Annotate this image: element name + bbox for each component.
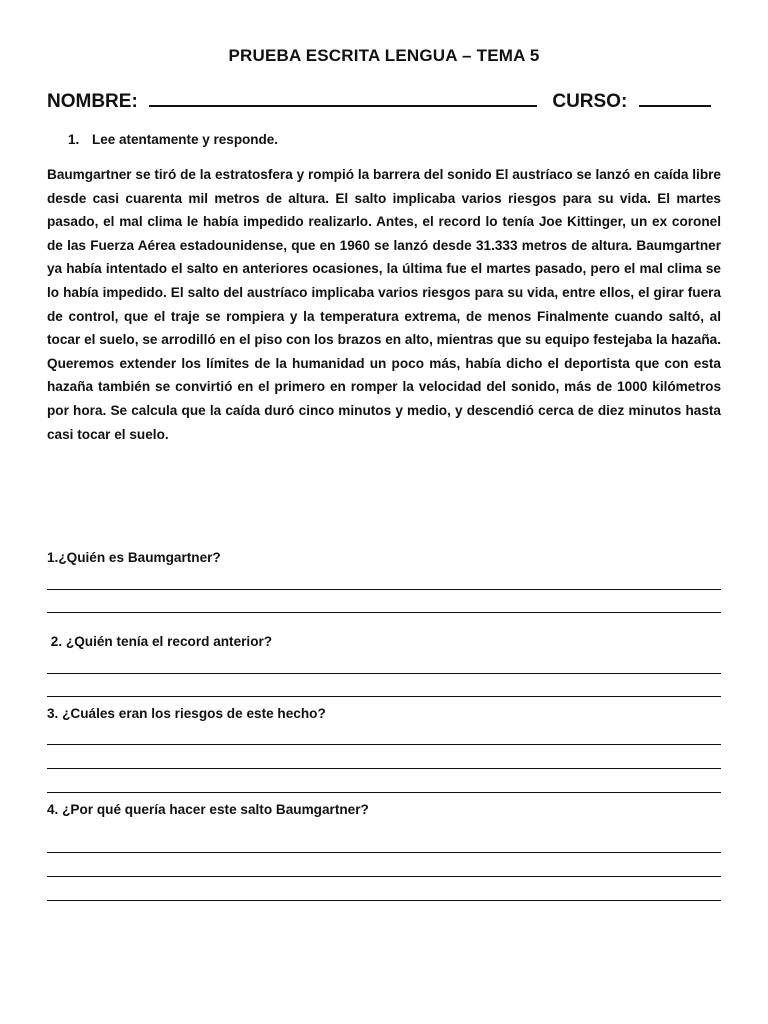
answer-line-2a[interactable]	[47, 673, 721, 674]
instruction-number: 1.	[68, 132, 80, 147]
answer-line-1a[interactable]	[47, 589, 721, 590]
name-field[interactable]	[149, 89, 537, 107]
reading-passage: Baumgartner se tiró de la estratosfera y rompió la barrera del sonido El austríaco se lanzó en caída libre desde casi cuarenta mil metros de altura. El salto implicaba varios riesgos para su vida. El martes pasado, el mal clima le había impedido realizarlo. Antes, el record lo tenía Joe Kittinger, un ex coronel de las Fuerza Aérea estadounidense, que en 1960 se lanzó desde 31.333 metros de altura. Baumgartner ya había intentado el salto en anteriores ocasiones, la última fue el martes pasado, pero el mal clima se lo había impedido. El salto del austríaco implicaba varios riesgos para su vida, entre ellos, el girar fuera de control, que el traje se rompiera y la temperatura extrema, de menos Finalmente cuando saltó, al tocar el suelo, se arrodilló en el piso con los brazos en alto, mientras que su equipo festejaba la hazaña. Queremos extender los límites de la humanidad un poco más, había dicho el deportista que con esta hazaña también se convirtió en el primero en romper la velocidad del sonido, más de 1000 kilómetros por hora. Se calcula que la caída duró cinco minutos y medio, y descendió cerca de diez minutos hasta casi tocar el suelo.	[47, 167, 721, 442]
instruction-text: Lee atentamente y responde.	[92, 132, 279, 147]
answer-line-4b[interactable]	[47, 876, 721, 877]
answer-line-1b[interactable]	[47, 612, 721, 613]
answer-line-2b[interactable]	[47, 696, 721, 697]
student-info-row	[47, 89, 727, 113]
answer-line-4c[interactable]	[47, 900, 721, 901]
course-label: CURSO:	[552, 91, 628, 112]
question-3: 3. ¿Cuáles eran los riesgos de este hecho?	[47, 706, 326, 721]
answer-line-4a[interactable]	[47, 852, 721, 853]
answer-line-3a[interactable]	[47, 744, 721, 745]
answer-line-3b[interactable]	[47, 768, 721, 769]
question-1: 1.¿Quién es Baumgartner?	[47, 550, 221, 565]
question-2: 2. ¿Quién tenía el record anterior?	[47, 634, 273, 649]
instruction	[68, 132, 278, 147]
page-title: PRUEBA ESCRITA LENGUA – TEMA 5	[228, 46, 540, 65]
name-label: NOMBRE:	[47, 91, 138, 112]
course-field[interactable]	[639, 89, 711, 107]
answer-line-3c[interactable]	[47, 792, 721, 793]
question-4: 4. ¿Por qué quería hacer este salto Baumgartner?	[47, 802, 369, 817]
